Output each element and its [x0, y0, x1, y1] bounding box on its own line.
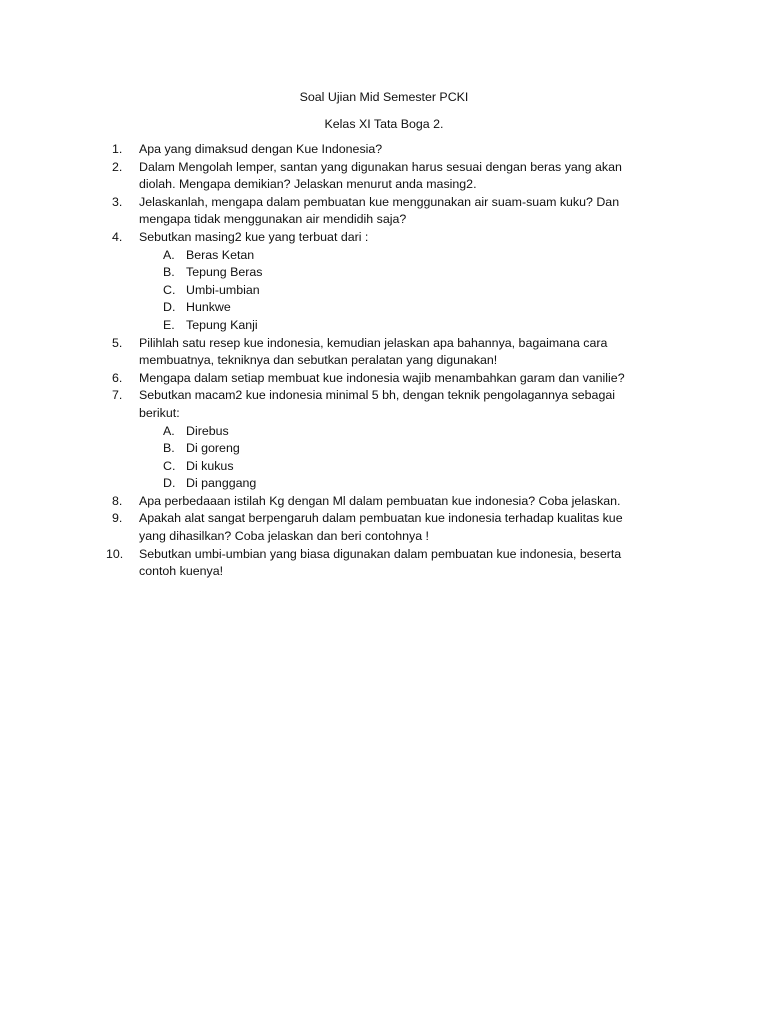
sub-option	[139, 299, 649, 317]
sub-option	[139, 423, 649, 441]
sub-option-text: Tepung Kanji	[186, 317, 258, 332]
sub-option-letter: B.	[163, 265, 175, 280]
document-subtitle: Kelas XI Tata Boga 2.	[324, 117, 444, 131]
question-item	[0, 370, 649, 388]
sub-option-list	[139, 423, 649, 493]
question-number: 9.	[112, 511, 123, 526]
question-number: 4.	[112, 229, 123, 244]
question-number: 7.	[112, 388, 123, 403]
sub-option	[139, 317, 649, 335]
question-text: Sebutkan masing2 kue yang terbuat dari :	[139, 229, 369, 244]
question-text: Pilihlah satu resep kue indonesia, kemudian jelaskan apa bahannya, bagaimana cara membuatnya, tekniknya dan sebutkan peralatan yang digunakan!	[139, 335, 608, 368]
sub-option-text: Tepung Beras	[186, 265, 263, 280]
question-item	[0, 546, 649, 581]
sub-option-letter: A.	[163, 247, 175, 262]
sub-option-text: Di kukus	[186, 458, 234, 473]
sub-option-text: Di goreng	[186, 441, 240, 456]
question-text: Sebutkan macam2 kue indonesia minimal 5 bh, dengan teknik pengolagannya sebagai berikut:	[139, 388, 615, 420]
sub-option-text: Beras Ketan	[186, 247, 255, 262]
sub-option	[139, 458, 649, 476]
sub-option-letter: A.	[163, 423, 175, 438]
question-text: Apakah alat sangat berpengaruh dalam pembuatan kue indonesia terhadap kualitas kue yang dihasilkan? Coba jelaskan dan beri contohnya !	[139, 511, 623, 544]
sub-option-text: Umbi-umbian	[186, 282, 260, 297]
question-number: 5.	[112, 335, 123, 350]
question-text: Jelaskanlah, mengapa dalam pembuatan kue menggunakan air suam-suam kuku? Dan mengapa tidak menggunakan air mendidih saja?	[139, 194, 620, 227]
question-text: Dalam Mengolah lemper, santan yang digunakan harus sesuai dengan beras yang akan diolah. Mengapa demikian? Jelaskan menurut anda masing2.	[139, 159, 622, 192]
question-item	[0, 194, 649, 229]
question-item	[0, 229, 649, 335]
question-list	[0, 141, 768, 581]
sub-option-letter: E.	[163, 317, 175, 332]
question-number: 1.	[112, 142, 123, 156]
question-item	[0, 159, 649, 194]
question-number: 3.	[112, 194, 123, 209]
sub-option-letter: C.	[163, 282, 176, 297]
question-number: 6.	[112, 370, 123, 385]
sub-option	[139, 247, 649, 265]
document-title: Soal Ujian Mid Semester PCKI	[299, 90, 469, 104]
question-number: 2.	[112, 159, 123, 174]
question-item	[0, 335, 649, 370]
question-item	[0, 493, 649, 511]
sub-option	[139, 264, 649, 282]
sub-option	[139, 282, 649, 300]
sub-option-letter: D.	[163, 300, 176, 315]
sub-option-text: Hunkwe	[186, 300, 231, 315]
question-text: Mengapa dalam setiap membuat kue indonesia wajib menambahkan garam dan vanilie?	[139, 370, 625, 385]
question-text: Apa perbedaaan istilah Kg dengan Ml dalam pembuatan kue indonesia? Coba jelaskan.	[139, 493, 621, 508]
sub-option-text: Direbus	[186, 423, 229, 438]
sub-option	[139, 475, 649, 493]
sub-option-letter: C.	[163, 458, 176, 473]
question-item	[0, 141, 649, 159]
sub-option-letter: D.	[163, 476, 176, 491]
sub-option-list	[139, 247, 649, 335]
question-number: 10.	[106, 546, 124, 561]
sub-option	[139, 440, 649, 458]
question-item	[0, 387, 649, 493]
question-text: Apa yang dimaksud dengan Kue Indonesia?	[139, 142, 383, 156]
sub-option-letter: B.	[163, 441, 175, 456]
sub-option-text: Di panggang	[186, 476, 257, 491]
question-item	[0, 510, 649, 545]
question-text: Sebutkan umbi-umbian yang biasa digunakan dalam pembuatan kue indonesia, beserta contoh kuenya!	[139, 546, 622, 579]
question-number: 8.	[112, 493, 123, 508]
